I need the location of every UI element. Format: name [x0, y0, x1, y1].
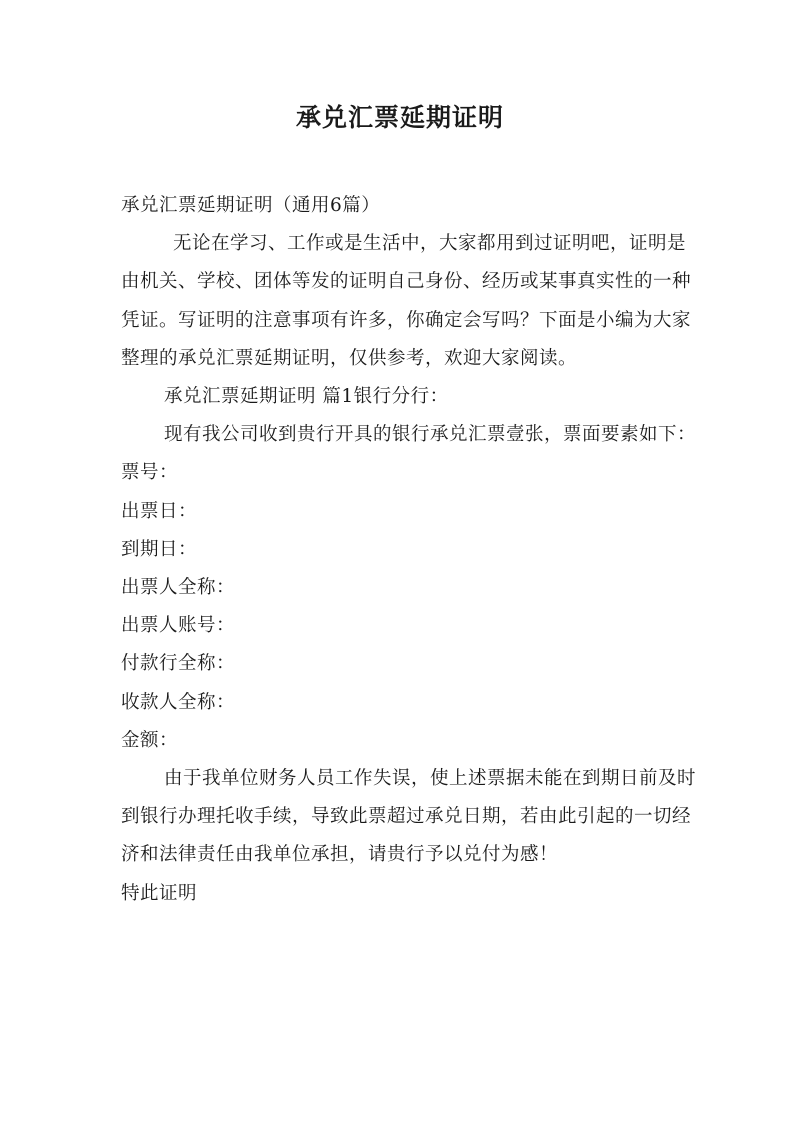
document-title: 承兑汇票延期证明: [295, 103, 504, 132]
field-due-date: 到期日：: [121, 538, 198, 560]
document-subtitle: 承兑汇票延期证明（通用6篇）: [121, 195, 381, 216]
section-heading: 承兑汇票延期证明 篇1银行分行：: [164, 386, 449, 408]
opening-paragraph: 现有我公司收到贵行开具的银行承兑汇票壹张，票面要素如下：: [164, 424, 697, 446]
field-ticket-number: 票号：: [121, 462, 179, 484]
document-body: [121, 187, 696, 913]
closing-line: 特此证明: [121, 882, 198, 904]
field-payee-name: 收款人全称：: [121, 691, 236, 713]
field-drawer-name: 出票人全称：: [121, 577, 236, 599]
explanation-paragraph: 由于我单位财务人员工作失误，使上述票据未能在到期日前及时到银行办理托收手续，导致此票超过承兑日期，若由此引起的一切经济和法律责任由我单位承担，请贵行予以兑付为感！: [121, 768, 697, 866]
field-issue-date: 出票日：: [121, 500, 198, 522]
field-amount: 金额：: [121, 729, 179, 751]
intro-paragraph: 无论在学习、工作或是生活中，大家都用到过证明吧，证明是由机关、学校、团体等发的证明自己身份、经历或某事真实性的一种凭证。写证明的注意事项有许多，你确定会写吗？下面是小编为大家整理的承兑汇票延期证明，仅供参考，欢迎大家阅读。: [121, 233, 692, 369]
field-drawer-account: 出票人账号：: [121, 615, 236, 637]
field-paying-bank: 付款行全称：: [121, 653, 236, 675]
